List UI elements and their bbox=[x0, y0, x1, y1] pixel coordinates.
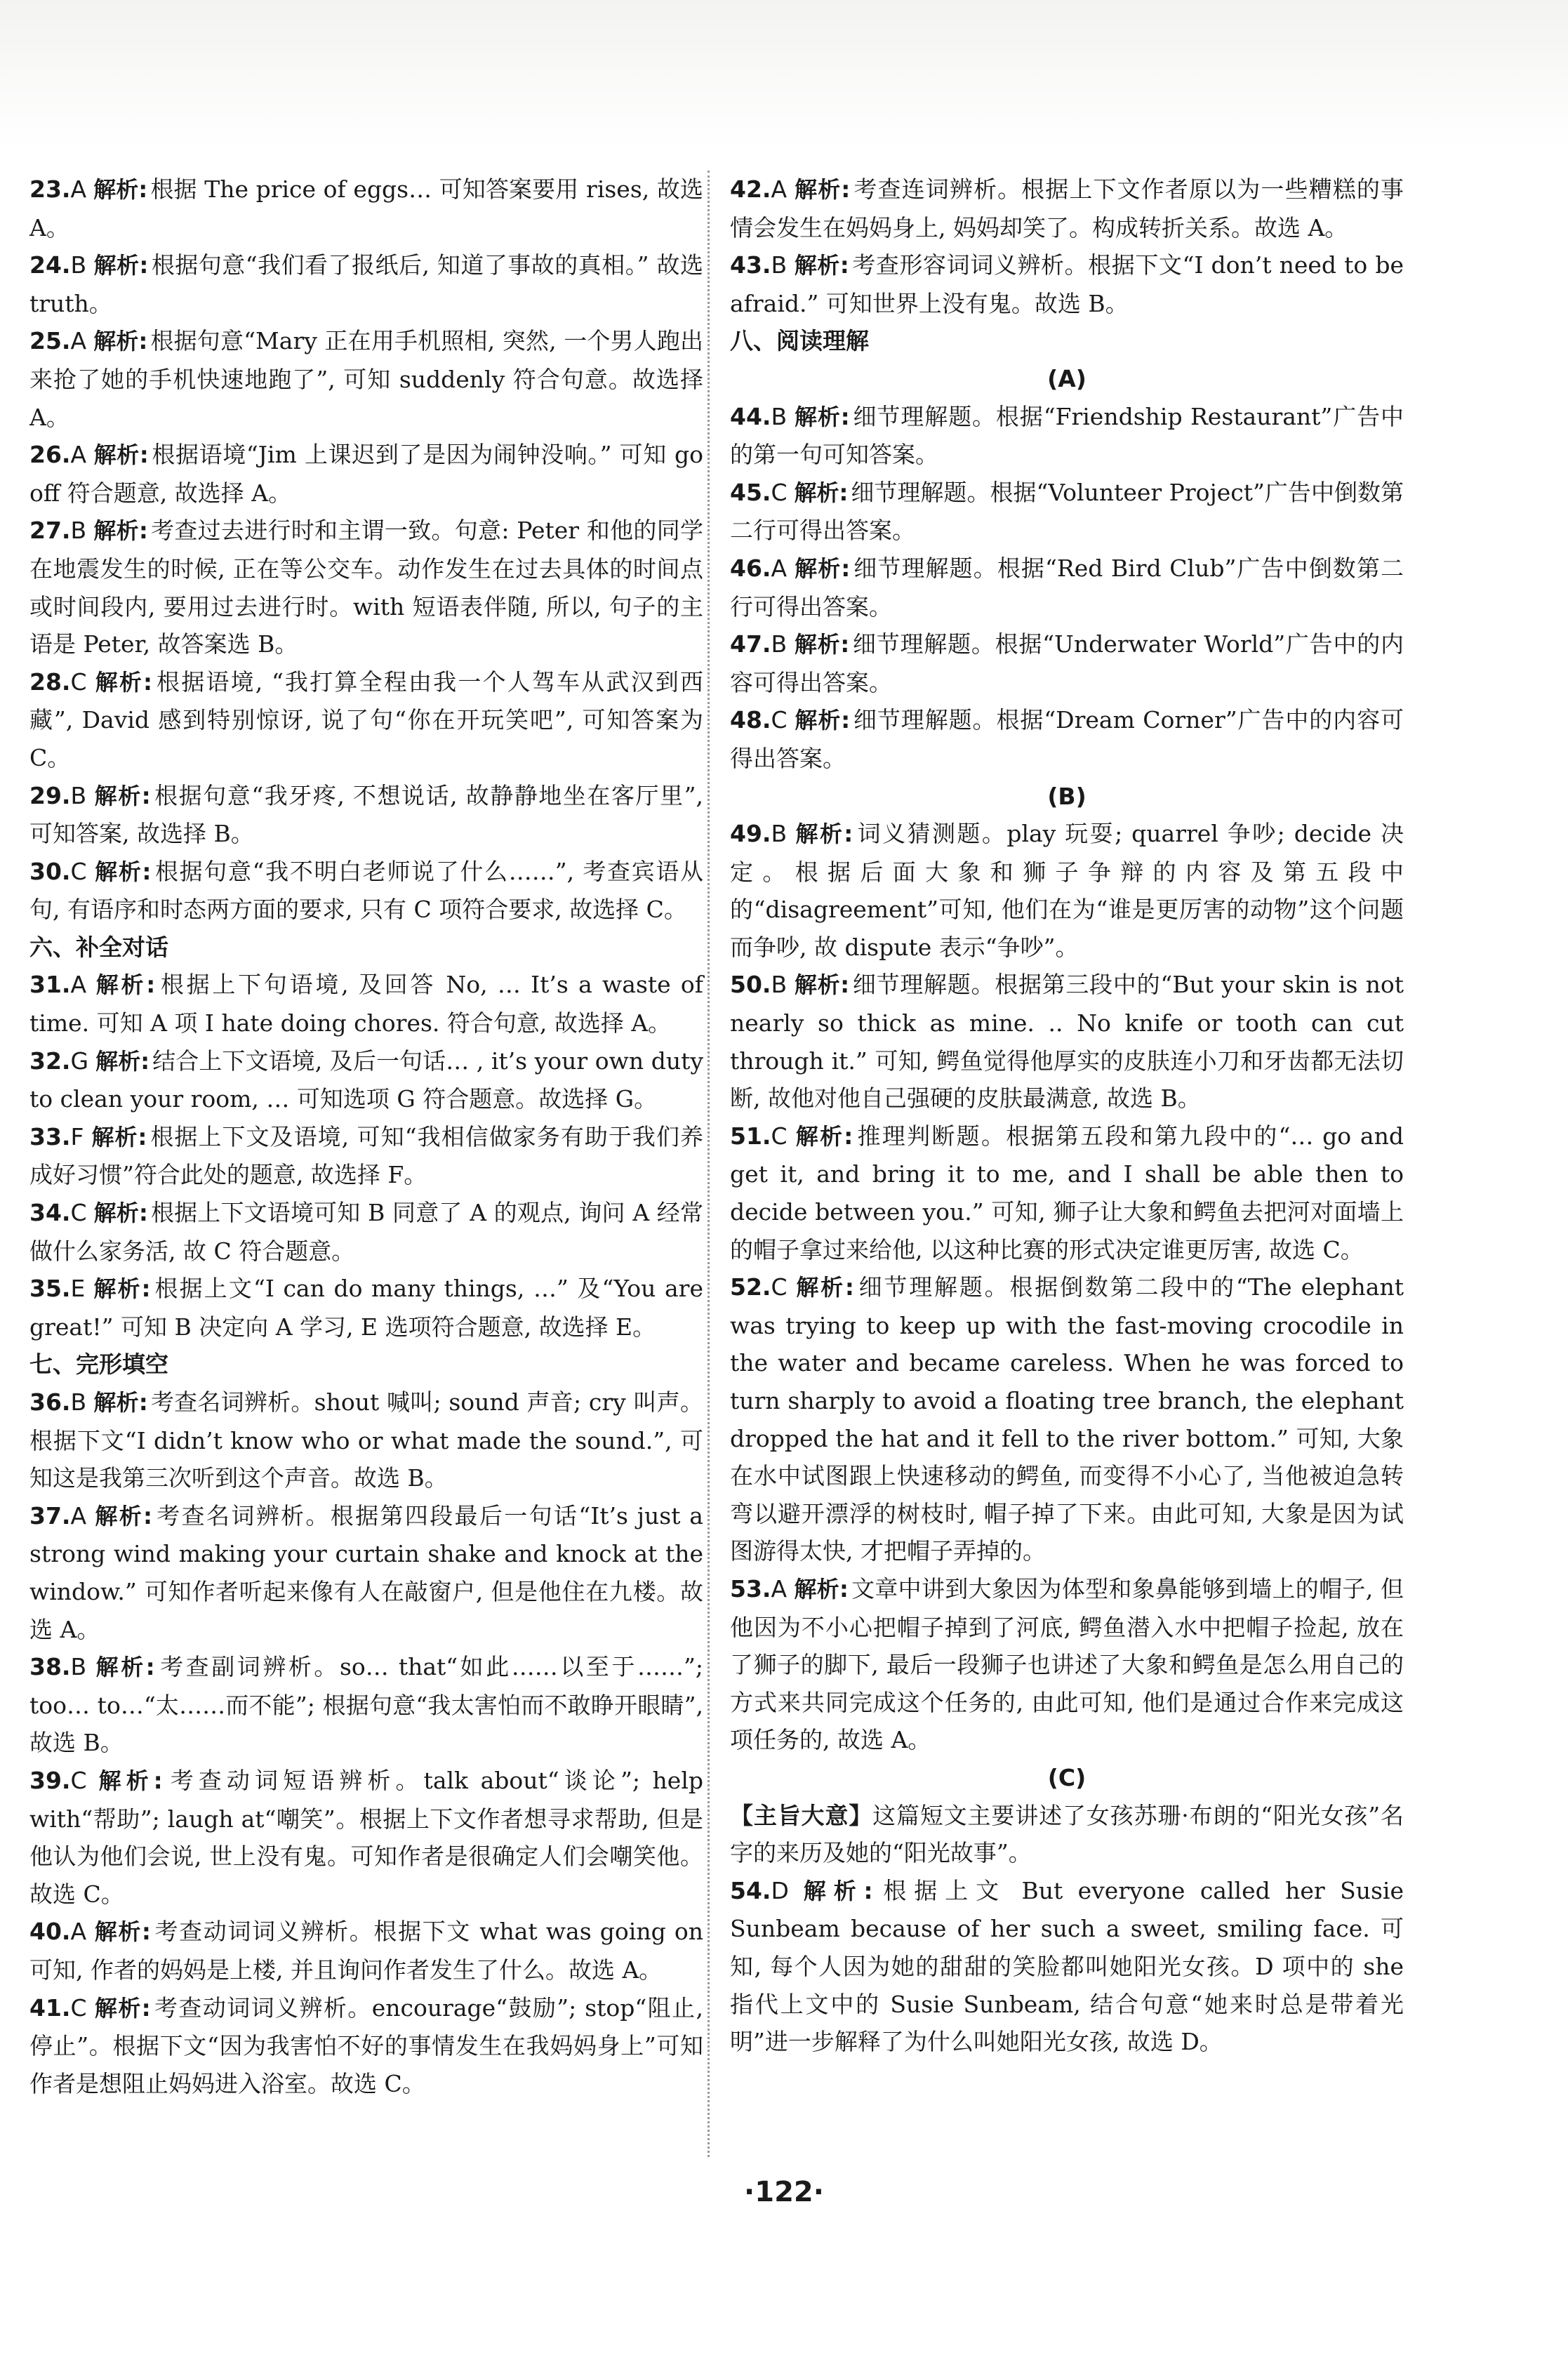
explanation-label: 解析: bbox=[92, 1275, 151, 1303]
explanation-label: 解析: bbox=[794, 555, 851, 582]
explanation-text: 根据语境“Jim 上课迟到了是因为闹钟没响。” 可知 go off 符合题意, 故选择 A。 bbox=[29, 441, 703, 507]
explanation-text: 考查连词辨析。根据上下文作者原以为一些糟糕的事情会发生在妈妈身上, 妈妈却笑了。构成转折关系。故选 A。 bbox=[730, 175, 1404, 241]
explanation-text: 考查副词辨析。so… that“如此……以至于……”; too… to…“太……而不能”; 根据句意“我太害怕而不敢睁开眼睛”, 故选 B。 bbox=[29, 1653, 703, 1757]
explanation-text: 根据句意“Mary 正在用手机照相, 突然, 一个男人跑出来抢了她的手机快速地跑了”, 可知 suddenly 符合句意。故选择 A。 bbox=[29, 327, 703, 431]
explanation-label: 解析: bbox=[93, 1654, 155, 1681]
answer-choice: A bbox=[771, 554, 788, 582]
answer-entry bbox=[730, 1570, 1404, 1759]
answer-entry bbox=[29, 1762, 703, 1913]
explanation-text: 考查过去进行时和主谓一致。句意: Peter 和他的同学在地震发生的时候, 正在等公交车。动作发生在过去具体的时间点或时间段内, 要用过去进行时。with 短语表伴随, 所以, 句子的主语是 Peter, 故答案选 B。 bbox=[29, 517, 703, 658]
question-number: 54. bbox=[730, 1876, 771, 1904]
answer-entry bbox=[29, 322, 703, 436]
question-number: 40. bbox=[29, 1918, 71, 1946]
answer-choice: F bbox=[70, 1122, 84, 1150]
explanation-label: 解析: bbox=[794, 1274, 854, 1301]
answer-choice: C bbox=[70, 1199, 87, 1227]
answer-choice: C bbox=[70, 1766, 87, 1794]
explanation-label: 解析: bbox=[93, 1502, 152, 1530]
explanation-text: 文章中讲到大象因为体型和象鼻能够到墙上的帽子, 但他因为不小心把帽子掉到了河底, 鳄鱼潜入水中把帽子捡起, 放在了狮子的脚下, 最后一段狮子也讲述了大象和鳄鱼是怎么用自己的方式来共同完成这个任务的, 由此可知, 他们是通过合作来完成这项任务的, 故选 A。 bbox=[730, 1574, 1404, 1754]
answer-choice: A bbox=[70, 441, 87, 469]
answer-choice: A bbox=[70, 175, 87, 203]
passage-label: (C) bbox=[1047, 1763, 1087, 1791]
explanation-label: 解析: bbox=[93, 1389, 148, 1416]
explanation-label: 解析: bbox=[794, 403, 850, 430]
answer-entry bbox=[29, 1118, 703, 1194]
answer-entry bbox=[29, 663, 703, 777]
explanation-text: 考查动词词义辨析。根据下文 what was going on 可知, 作者的妈妈是上楼, 并且询问作者发生了什么。故选 A。 bbox=[29, 1918, 703, 1984]
answer-entry bbox=[730, 625, 1404, 701]
answer-entry bbox=[29, 1497, 703, 1648]
passage-label: (B) bbox=[1047, 782, 1087, 810]
question-number: 44. bbox=[730, 402, 771, 430]
answer-entry bbox=[730, 1268, 1404, 1570]
question-number: 52. bbox=[730, 1273, 771, 1301]
explanation-label: 解析: bbox=[95, 1047, 150, 1075]
explanation-text: 细节理解题。根据“Red Bird Club”广告中倒数第二行可得出答案。 bbox=[730, 554, 1404, 621]
answer-entry bbox=[29, 246, 703, 322]
explanation-label: 解析: bbox=[93, 328, 148, 355]
section-heading: 六、补全对话 bbox=[29, 933, 168, 961]
explanation-label: 解析: bbox=[93, 517, 148, 545]
page-top-shade bbox=[0, 0, 1568, 147]
answer-choice: C bbox=[70, 668, 87, 696]
explanation-text: 细节理解题。根据“Volunteer Project”广告中倒数第二行可得出答案。 bbox=[730, 478, 1404, 545]
answer-entry bbox=[730, 171, 1404, 246]
question-number: 25. bbox=[29, 327, 71, 355]
question-number: 53. bbox=[730, 1574, 771, 1603]
question-number: 29. bbox=[29, 781, 71, 809]
answer-entry bbox=[29, 512, 703, 663]
answer-entry bbox=[730, 701, 1404, 777]
question-number: 30. bbox=[29, 857, 71, 885]
answer-choice: A bbox=[70, 1501, 87, 1530]
answer-entry bbox=[29, 1648, 703, 1762]
explanation-text: 细节理解题。根据“Friendship Restaurant”广告中的第一句可知答案。 bbox=[730, 402, 1404, 469]
question-number: 33. bbox=[29, 1122, 71, 1150]
explanation-label: 解析: bbox=[93, 668, 152, 696]
answer-entry bbox=[29, 1270, 703, 1346]
explanation-text: 结合上下文语境, 及后一句话… , it’s your own duty to clean your room, … 可知选项 G 符合题意。故选择 G。 bbox=[29, 1047, 703, 1113]
question-number: 36. bbox=[29, 1388, 71, 1416]
answer-entry bbox=[730, 1117, 1404, 1268]
question-number: 23. bbox=[29, 175, 71, 203]
answer-choice: B bbox=[771, 402, 788, 430]
explanation-label: 解析: bbox=[93, 252, 149, 279]
answer-choice: B bbox=[70, 1388, 87, 1416]
answer-entry bbox=[29, 436, 703, 512]
answer-choice: B bbox=[771, 820, 788, 848]
answer-choice: A bbox=[771, 175, 788, 203]
explanation-label: 解析: bbox=[91, 1123, 147, 1150]
answer-column-left bbox=[29, 171, 703, 2102]
answer-entry bbox=[29, 171, 703, 246]
question-number: 49. bbox=[730, 820, 771, 848]
explanation-label: 解析: bbox=[794, 821, 853, 848]
column-divider bbox=[707, 171, 710, 2157]
explanation-text: 考查动词词义辨析。encourage“鼓励”; stop“阻止, 停止”。根据下文“因为我害怕不好的事情发生在我妈妈身上”可知作者是想阻止妈妈进入浴室。故选 C。 bbox=[29, 1993, 703, 2097]
explanation-label: 解析: bbox=[794, 1575, 849, 1603]
explanation-label: 解析: bbox=[794, 631, 850, 658]
explanation-label: 解析: bbox=[93, 1918, 151, 1946]
answer-entry bbox=[730, 246, 1404, 322]
answer-choice: A bbox=[70, 1918, 87, 1946]
answer-choice: C bbox=[771, 1273, 788, 1301]
question-number: 41. bbox=[29, 1993, 71, 2022]
explanation-text: 细节理解题。根据第三段中的“But your skin is not nearly so thick as mine. .. No knife or tooth can cut through it.” 可知, 鳄鱼觉得他厚实的皮肤连小刀和牙齿都无法切断, 故他对他自己强硬的皮肤最满意, 故选 B。 bbox=[730, 971, 1404, 1113]
answer-choice: B bbox=[70, 781, 87, 809]
answer-entry bbox=[29, 966, 703, 1042]
explanation-text: 根据上文“I can do many things, …” 及“You are great!” 可知 B 决定向 A 学习, E 选项符合题意, 故选择 E。 bbox=[29, 1275, 703, 1341]
explanation-text: 根据句意“我牙疼, 不想说话, 故静静地坐在客厅里”, 可知答案, 故选择 B。 bbox=[29, 781, 703, 848]
main-idea-summary bbox=[730, 1797, 1404, 1872]
answer-choice: B bbox=[771, 630, 788, 658]
explanation-label: 解析: bbox=[93, 782, 151, 809]
answer-entry bbox=[29, 853, 703, 929]
answer-entry bbox=[730, 474, 1404, 550]
answer-entry bbox=[29, 1989, 703, 2103]
explanation-text: 细节理解题。根据倒数第二段中的“The elephant was trying to keep up with the fast-moving crocodile in the water and became careless. When he was forced to turn sharply to avoid a floating tree branch, the elephant dropped the hat and it fell to the river bottom.” 可知, 大象在水中试图跟上快速移动的鳄鱼, 而变得不小心了, 当他被迫急转弯以避开漂浮的树枝时, 帽子掉了下来。由此可知, 大象是因为试图游得太快, 才把帽子弄掉的。 bbox=[730, 1273, 1404, 1565]
explanation-label: 解析: bbox=[93, 1200, 148, 1227]
explanation-text: 细节理解题。根据“Dream Corner”广告中的内容可得出答案。 bbox=[730, 706, 1404, 772]
question-number: 27. bbox=[29, 517, 71, 545]
main-idea-text: 这篇短文主要讲述了女孩苏珊·布朗的“阳光女孩”名字的来历及她的“阳光故事”。 bbox=[730, 1801, 1404, 1867]
explanation-label: 解析: bbox=[794, 176, 851, 203]
answer-entry bbox=[29, 777, 703, 853]
question-number: 35. bbox=[29, 1275, 71, 1303]
question-number: 48. bbox=[730, 706, 771, 734]
question-number: 26. bbox=[29, 441, 71, 469]
explanation-label: 解析: bbox=[93, 442, 149, 469]
answer-choice: C bbox=[771, 478, 788, 506]
explanation-text: 考查名词辨析。shout 喊叫; sound 声音; cry 叫声。根据下文“I didn’t know who or what made the sound.”, 可知这是我第三次听到这个声音。故选 B。 bbox=[29, 1388, 703, 1492]
answer-choice: A bbox=[70, 971, 87, 999]
question-number: 47. bbox=[730, 630, 771, 658]
answer-choice: B bbox=[771, 251, 788, 279]
explanation-label: 解析: bbox=[93, 1767, 163, 1794]
answer-choice: C bbox=[70, 1993, 87, 2022]
answer-choice: A bbox=[771, 1574, 788, 1603]
answer-choice: B bbox=[70, 517, 87, 545]
explanation-text: 根据上下文语境可知 B 同意了 A 的观点, 询问 A 经常做什么家务活, 故 C 符合题意。 bbox=[29, 1199, 703, 1265]
answer-entry bbox=[730, 815, 1404, 966]
explanation-text: 细节理解题。根据“Underwater World”广告中的内容可得出答案。 bbox=[730, 630, 1404, 696]
explanation-label: 解析: bbox=[794, 1122, 853, 1150]
explanation-label: 解析: bbox=[93, 176, 148, 203]
answer-choice: E bbox=[70, 1275, 86, 1303]
answer-entry bbox=[29, 1194, 703, 1270]
explanation-label: 解析: bbox=[794, 971, 850, 999]
explanation-label: 解析: bbox=[794, 707, 851, 734]
explanation-text: 考查形容词词义辨析。根据下文“I don’t need to be afraid.” 可知世界上没有鬼。故选 B。 bbox=[730, 251, 1404, 317]
answer-entry bbox=[730, 398, 1404, 474]
explanation-text: 根据句意“我不明白老师说了什么……”, 考查宾语从句, 有语序和时态两方面的要求, 只有 C 项符合要求, 故选择 C。 bbox=[29, 857, 703, 924]
question-number: 51. bbox=[730, 1122, 771, 1150]
question-number: 45. bbox=[730, 478, 771, 506]
explanation-label: 解析: bbox=[795, 1877, 873, 1904]
explanation-text: 根据 The price of eggs… 可知答案要用 rises, 故选 A。 bbox=[29, 175, 703, 241]
question-number: 37. bbox=[29, 1501, 71, 1530]
answer-choice: B bbox=[70, 251, 87, 279]
section-heading: 七、完形填空 bbox=[29, 1351, 168, 1379]
answer-choice: A bbox=[70, 327, 87, 355]
question-number: 34. bbox=[29, 1199, 71, 1227]
question-number: 28. bbox=[29, 668, 71, 696]
answer-entry bbox=[730, 550, 1404, 625]
section-heading: 八、阅读理解 bbox=[730, 327, 869, 355]
question-number: 46. bbox=[730, 554, 771, 582]
answer-choice: C bbox=[70, 857, 87, 885]
answer-choice: C bbox=[771, 1122, 788, 1150]
question-number: 31. bbox=[29, 971, 71, 999]
explanation-label: 解析: bbox=[794, 252, 849, 279]
explanation-label: 解析: bbox=[794, 479, 849, 506]
question-number: 43. bbox=[730, 251, 771, 279]
explanation-label: 解析: bbox=[93, 1994, 151, 2022]
explanation-label: 解析: bbox=[93, 858, 152, 885]
explanation-text: 考查名词辨析。根据第四段最后一句话“It’s just a strong wind making your curtain shake and knock at the window.” 可知作者听起来像有人在敲窗户, 但是他住在九楼。故选 A。 bbox=[29, 1501, 703, 1643]
answer-choice: G bbox=[70, 1047, 89, 1075]
explanation-text: 根据上下句语境, 及回答 No, … It’s a waste of time. 可知 A 项 I hate doing chores. 符合句意, 故选择 A。 bbox=[29, 971, 703, 1037]
passage-label: (A) bbox=[1047, 364, 1087, 392]
answer-entry bbox=[730, 1872, 1404, 2061]
explanation-text: 根据上下文及语境, 可知“我相信做家务有助于我们养成好习惯”符合此处的题意, 故选择 F。 bbox=[29, 1122, 703, 1189]
answer-entry bbox=[730, 966, 1404, 1117]
question-number: 39. bbox=[29, 1766, 71, 1794]
explanation-text: 根据上文 But everyone called her Susie Sunbeam because of her such a sweet, smiling face. 可知, 每个人因为她的甜甜的笑脸都叫她阳光女孩。D 项中的 she 指代上文中的 Susie Sunbeam, 结合句意“她来时总是带着光明”进一步解释了为什么叫她阳光女孩, 故选 D。 bbox=[730, 1876, 1404, 2056]
page-number: ·122· bbox=[744, 2176, 824, 2208]
question-number: 38. bbox=[29, 1653, 71, 1681]
explanation-label: 解析: bbox=[93, 971, 156, 999]
question-number: 42. bbox=[730, 175, 771, 203]
explanation-text: 推理判断题。根据第五段和第九段中的“… go and get it, and bring it to me, and I shall be able then to decide between you.” 可知, 狮子让大象和鳄鱼去把河对面墙上的帽子拿过来给他, 以这种比赛的形式决定谁更厉害, 故选 C。 bbox=[730, 1122, 1404, 1263]
answer-column-right bbox=[730, 171, 1404, 2061]
explanation-text: 根据语境, “我打算全程由我一个人驾车从武汉到西藏”, David 感到特别惊讶, 说了句“你在开玩笑吧”, 可知答案为 C。 bbox=[29, 668, 703, 771]
answer-choice: C bbox=[771, 706, 788, 734]
explanation-text: 根据句意“我们看了报纸后, 知道了事故的真相。” 故选 truth。 bbox=[29, 251, 703, 317]
question-number: 24. bbox=[29, 251, 71, 279]
question-number: 32. bbox=[29, 1047, 71, 1075]
answer-entry bbox=[29, 1384, 703, 1497]
main-idea-label: 【主旨大意】 bbox=[730, 1801, 873, 1829]
answer-entry bbox=[29, 1042, 703, 1118]
explanation-text: 考查动词短语辨析。talk about“谈论”; help with“帮助”; laugh at“嘲笑”。根据上下文作者想寻求帮助, 但是他认为他们会说, 世上没有鬼。可知作者是很确定人们会嘲笑他。故选 C。 bbox=[29, 1766, 703, 1908]
answer-entry bbox=[29, 1913, 703, 1989]
answer-choice: B bbox=[70, 1653, 87, 1681]
answer-choice: B bbox=[771, 971, 788, 999]
explanation-text: 词义猜测题。play 玩耍; quarrel 争吵; decide 决定。根据后面大象和狮子争辩的内容及第五段中的“disagreement”可知, 他们在为“谁是更厉害的动物”这个问题而争吵, 故 dispute 表示“争吵”。 bbox=[730, 820, 1404, 961]
answer-choice: D bbox=[771, 1876, 789, 1904]
question-number: 50. bbox=[730, 971, 771, 999]
